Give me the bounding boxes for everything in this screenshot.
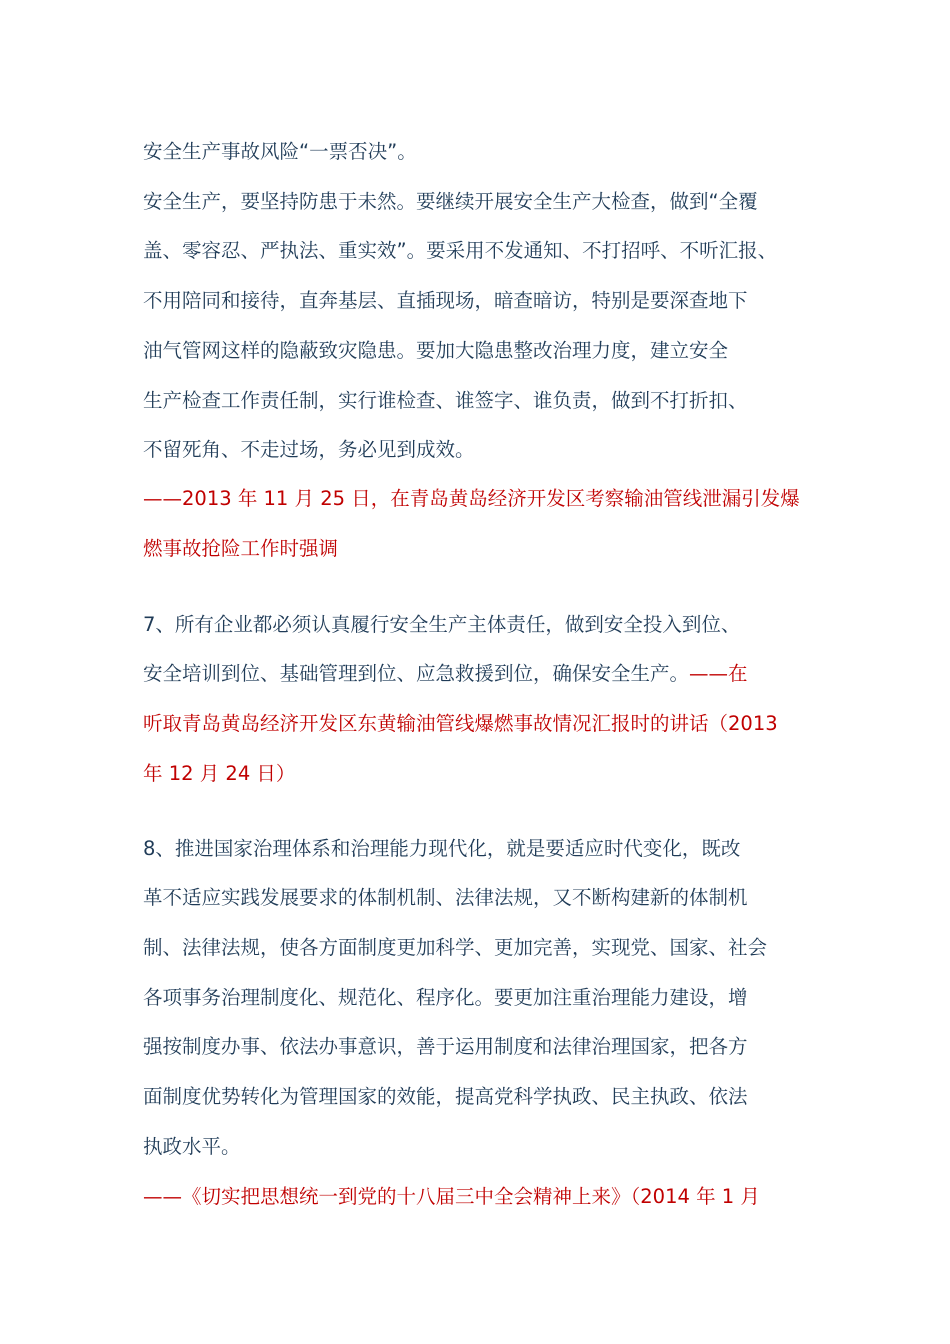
source-citation-line: ——《切实把思想统一到党的十八届三中全会精神上来》（2014 年 1 月: [143, 1185, 760, 1208]
text-line: 面制度优势转化为管理国家的效能，提高党科学执政、民主执政、依法: [143, 1085, 748, 1108]
text-line: 制、法律法规，使各方面制度更加科学、更加完善，实现党、国家、社会: [143, 936, 768, 959]
text-line: 执政水平。: [143, 1135, 241, 1158]
text-line: [143, 661, 748, 687]
text-line: 革不适应实践发展要求的体制机制、法律法规，又不断构建新的体制机: [143, 886, 748, 909]
text-line: 油气管网这样的隐蔽致灾隐患。要加大隐患整改治理力度，建立安全: [143, 339, 729, 362]
text-line: 安全生产，要坚持防患于未然。要继续开展安全生产大检查，做到“全覆: [143, 190, 758, 213]
source-citation-segment: ——在: [689, 662, 748, 685]
source-citation-line: 听取青岛黄岛经济开发区东黄输油管线爆燃事故情况汇报时的讲话（2013: [143, 712, 778, 735]
source-citation-line: 年 12 月 24 日）: [143, 762, 296, 785]
text-line: 盖、零容忍、严执法、重实效”。要采用不发通知、不打招呼、不听汇报、: [143, 239, 778, 262]
text-line: 7、所有企业都必须认真履行安全生产主体责任，做到安全投入到位、: [143, 613, 741, 636]
source-citation-line: ——2013 年 11 月 25 日，在青岛黄岛经济开发区考察输油管线泄漏引发爆: [143, 487, 800, 510]
text-line: 不留死角、不走过场，务必见到成效。: [143, 438, 475, 461]
text-line: 不用陪同和接待，直奔基层、直插现场，暗查暗访，特别是要深查地下: [143, 289, 748, 312]
text-line: 安全生产事故风险“一票否决”。: [143, 140, 417, 163]
text-line: 各项事务治理制度化、规范化、程序化。要更加注重治理能力建设，增: [143, 986, 748, 1009]
text-segment: 安全培训到位、基础管理到位、应急救援到位，确保安全生产。: [143, 662, 690, 685]
source-citation-line: 燃事故抢险工作时强调: [143, 537, 339, 560]
text-line: 生产检查工作责任制，实行谁检查、谁签字、谁负责，做到不打折扣、: [143, 389, 748, 412]
text-line: 强按制度办事、依法办事意识，善于运用制度和法律治理国家，把各方: [143, 1035, 748, 1058]
text-line: 8、推进国家治理体系和治理能力现代化，就是要适应时代变化，既改: [143, 837, 741, 860]
